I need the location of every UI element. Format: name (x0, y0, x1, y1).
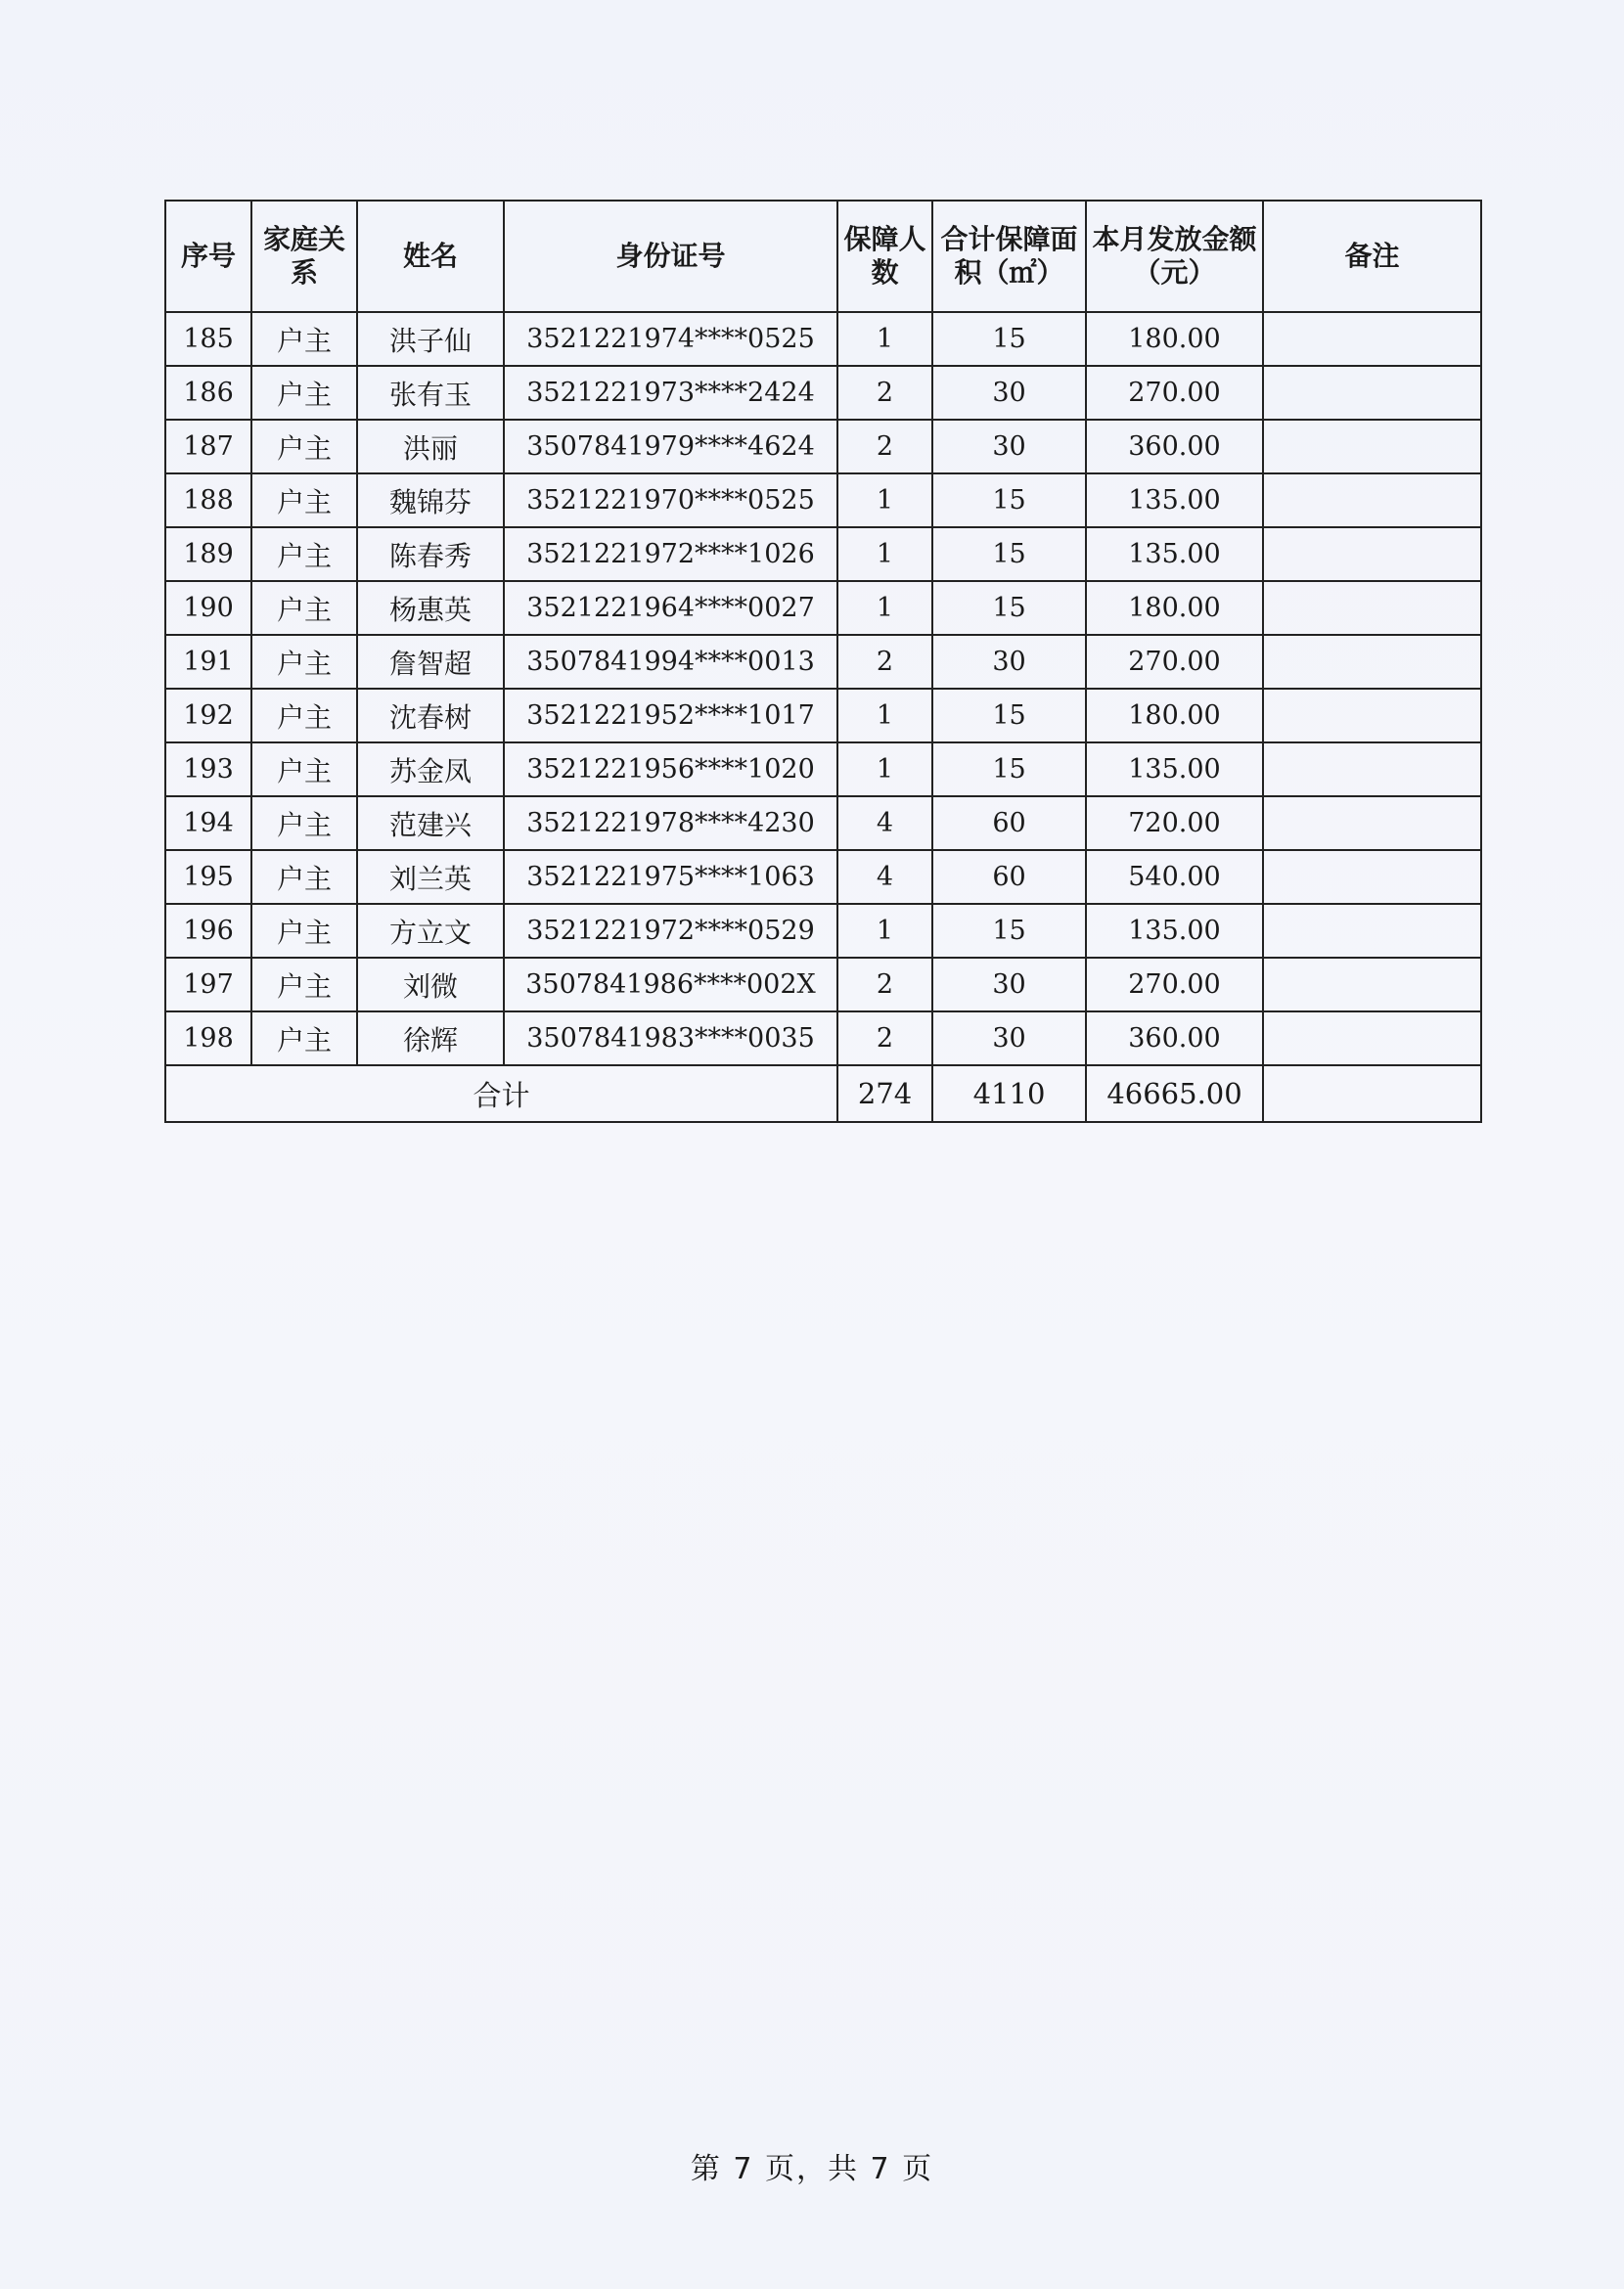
cell-persons: 2 (837, 420, 932, 473)
header-seq: 序号 (165, 201, 251, 312)
table-row (165, 366, 1481, 420)
cell-area: 30 (932, 958, 1086, 1011)
cell-remarks (1263, 850, 1481, 904)
cell-relation: 户主 (251, 581, 357, 635)
cell-persons: 2 (837, 366, 932, 420)
table-header (165, 201, 1481, 312)
header-name: 姓名 (357, 201, 504, 312)
cell-name: 范建兴 (357, 796, 504, 850)
cell-name: 洪丽 (357, 420, 504, 473)
cell-relation: 户主 (251, 904, 357, 958)
cell-amount: 180.00 (1086, 581, 1263, 635)
table-row (165, 742, 1481, 796)
cell-area: 60 (932, 796, 1086, 850)
cell-remarks (1263, 742, 1481, 796)
header-row (165, 201, 1481, 312)
cell-name: 沈春树 (357, 689, 504, 742)
cell-relation: 户主 (251, 1011, 357, 1065)
cell-seq: 185 (165, 312, 251, 366)
cell-seq: 192 (165, 689, 251, 742)
table-totals (165, 1065, 1481, 1122)
cell-area: 15 (932, 904, 1086, 958)
cell-remarks (1263, 796, 1481, 850)
cell-persons: 1 (837, 312, 932, 366)
cell-persons: 1 (837, 581, 932, 635)
table-row (165, 581, 1481, 635)
cell-amount: 360.00 (1086, 420, 1263, 473)
cell-area: 15 (932, 473, 1086, 527)
cell-relation: 户主 (251, 420, 357, 473)
cell-id-number: 3507841994****0013 (504, 635, 837, 689)
cell-area: 30 (932, 420, 1086, 473)
totals-area: 4110 (932, 1065, 1086, 1122)
cell-relation: 户主 (251, 635, 357, 689)
cell-persons: 4 (837, 796, 932, 850)
cell-id-number: 3521221973****2424 (504, 366, 837, 420)
cell-amount: 180.00 (1086, 689, 1263, 742)
cell-remarks (1263, 527, 1481, 581)
header-remarks: 备注 (1263, 201, 1481, 312)
header-relation: 家庭关系 (251, 201, 357, 312)
table-row (165, 527, 1481, 581)
cell-persons: 2 (837, 1011, 932, 1065)
cell-seq: 194 (165, 796, 251, 850)
cell-id-number: 3521221956****1020 (504, 742, 837, 796)
cell-name: 徐辉 (357, 1011, 504, 1065)
cell-amount: 180.00 (1086, 312, 1263, 366)
cell-remarks (1263, 635, 1481, 689)
cell-name: 刘微 (357, 958, 504, 1011)
table-row (165, 312, 1481, 366)
cell-seq: 186 (165, 366, 251, 420)
cell-seq: 197 (165, 958, 251, 1011)
cell-id-number: 3507841983****0035 (504, 1011, 837, 1065)
cell-remarks (1263, 689, 1481, 742)
cell-seq: 198 (165, 1011, 251, 1065)
subsidy-roster-table (164, 200, 1482, 1123)
cell-remarks (1263, 312, 1481, 366)
cell-persons: 1 (837, 527, 932, 581)
page-footer: 第 7 页，共 7 页 (690, 2152, 934, 2186)
cell-relation: 户主 (251, 366, 357, 420)
cell-relation: 户主 (251, 850, 357, 904)
totals-amount: 46665.00 (1086, 1065, 1263, 1122)
cell-amount: 135.00 (1086, 473, 1263, 527)
cell-id-number: 3521221975****1063 (504, 850, 837, 904)
cell-id-number: 3507841979****4624 (504, 420, 837, 473)
cell-remarks (1263, 366, 1481, 420)
cell-relation: 户主 (251, 527, 357, 581)
cell-name: 杨惠英 (357, 581, 504, 635)
cell-remarks (1263, 420, 1481, 473)
table-row (165, 689, 1481, 742)
table-row (165, 473, 1481, 527)
cell-id-number: 3521221972****1026 (504, 527, 837, 581)
table-row (165, 850, 1481, 904)
header-persons: 保障人数 (837, 201, 932, 312)
cell-amount: 270.00 (1086, 958, 1263, 1011)
cell-relation: 户主 (251, 796, 357, 850)
cell-seq: 188 (165, 473, 251, 527)
cell-amount: 360.00 (1086, 1011, 1263, 1065)
header-amount: 本月发放金额（元） (1086, 201, 1263, 312)
cell-remarks (1263, 473, 1481, 527)
cell-name: 陈春秀 (357, 527, 504, 581)
cell-seq: 191 (165, 635, 251, 689)
cell-persons: 1 (837, 689, 932, 742)
cell-persons: 1 (837, 473, 932, 527)
table-row (165, 635, 1481, 689)
totals-persons: 274 (837, 1065, 932, 1122)
cell-seq: 187 (165, 420, 251, 473)
cell-seq: 195 (165, 850, 251, 904)
cell-name: 张有玉 (357, 366, 504, 420)
cell-name: 洪子仙 (357, 312, 504, 366)
cell-amount: 270.00 (1086, 635, 1263, 689)
cell-relation: 户主 (251, 473, 357, 527)
cell-name: 詹智超 (357, 635, 504, 689)
cell-area: 15 (932, 689, 1086, 742)
cell-relation: 户主 (251, 689, 357, 742)
table-row (165, 420, 1481, 473)
cell-id-number: 3521221978****4230 (504, 796, 837, 850)
cell-name: 苏金凤 (357, 742, 504, 796)
cell-area: 30 (932, 366, 1086, 420)
cell-amount: 270.00 (1086, 366, 1263, 420)
table-row (165, 904, 1481, 958)
cell-amount: 135.00 (1086, 742, 1263, 796)
table-row (165, 796, 1481, 850)
cell-name: 魏锦芬 (357, 473, 504, 527)
cell-seq: 190 (165, 581, 251, 635)
cell-persons: 1 (837, 742, 932, 796)
cell-area: 60 (932, 850, 1086, 904)
cell-relation: 户主 (251, 312, 357, 366)
header-id-number: 身份证号 (504, 201, 837, 312)
cell-remarks (1263, 958, 1481, 1011)
cell-persons: 2 (837, 958, 932, 1011)
cell-persons: 1 (837, 904, 932, 958)
cell-id-number: 3521221952****1017 (504, 689, 837, 742)
table-row (165, 1011, 1481, 1065)
cell-remarks (1263, 904, 1481, 958)
cell-amount: 135.00 (1086, 904, 1263, 958)
cell-area: 30 (932, 635, 1086, 689)
cell-area: 30 (932, 1011, 1086, 1065)
cell-id-number: 3521221974****0525 (504, 312, 837, 366)
cell-relation: 户主 (251, 958, 357, 1011)
cell-remarks (1263, 581, 1481, 635)
cell-amount: 720.00 (1086, 796, 1263, 850)
cell-seq: 189 (165, 527, 251, 581)
table-row (165, 958, 1481, 1011)
totals-remarks (1263, 1065, 1481, 1122)
cell-id-number: 3521221964****0027 (504, 581, 837, 635)
cell-id-number: 3521221970****0525 (504, 473, 837, 527)
cell-persons: 2 (837, 635, 932, 689)
cell-seq: 196 (165, 904, 251, 958)
totals-row (165, 1065, 1481, 1122)
table-body (165, 312, 1481, 1065)
cell-id-number: 3507841986****002X (504, 958, 837, 1011)
cell-name: 刘兰英 (357, 850, 504, 904)
cell-remarks (1263, 1011, 1481, 1065)
cell-area: 15 (932, 312, 1086, 366)
cell-id-number: 3521221972****0529 (504, 904, 837, 958)
cell-amount: 540.00 (1086, 850, 1263, 904)
cell-persons: 4 (837, 850, 932, 904)
cell-area: 15 (932, 742, 1086, 796)
cell-seq: 193 (165, 742, 251, 796)
cell-relation: 户主 (251, 742, 357, 796)
cell-area: 15 (932, 527, 1086, 581)
cell-area: 15 (932, 581, 1086, 635)
header-area: 合计保障面积（㎡） (932, 201, 1086, 312)
cell-amount: 135.00 (1086, 527, 1263, 581)
cell-name: 方立文 (357, 904, 504, 958)
totals-label: 合计 (165, 1065, 837, 1122)
